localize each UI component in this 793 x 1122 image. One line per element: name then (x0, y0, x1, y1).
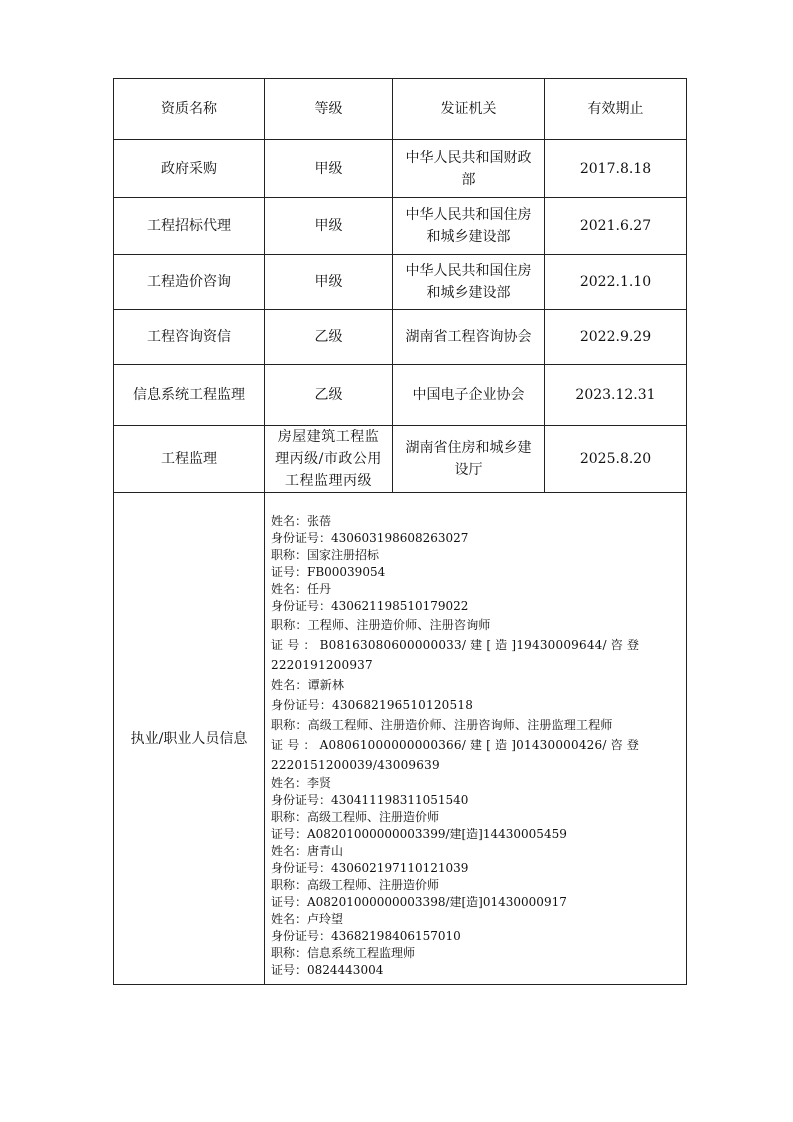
qualification-table (113, 78, 687, 985)
expiry-date: 2023.12.31 (545, 365, 687, 426)
table-row (114, 310, 687, 365)
table-row (114, 198, 687, 255)
staff-line: 职称：高级工程师、注册造价师、注册咨询师、注册监理工程师 (271, 718, 613, 732)
staff-line: 姓名：谭新林 (271, 678, 345, 692)
staff-label: 执业/职业人员信息 (114, 493, 265, 985)
table-header-row (114, 79, 687, 140)
issuing-authority: 中华人民共和国住房和城乡建设部 (393, 255, 545, 310)
qualification-name: 信息系统工程监理 (114, 365, 265, 426)
expiry-date: 2021.6.27 (545, 198, 687, 255)
staff-info (265, 493, 687, 985)
staff-line: 证号：FB00039054 (271, 565, 386, 579)
staff-line: 身份证号：430602197110121039 (271, 861, 469, 875)
staff-line: 职称：国家注册招标 (271, 548, 380, 562)
staff-line: 证号：A08201000000003398/建[造]01430000917 (271, 895, 567, 909)
table-row (114, 255, 687, 310)
staff-line: 姓名：卢玲望 (271, 912, 344, 926)
issuing-authority: 湖南省住房和城乡建设厅 (393, 426, 545, 493)
issuing-authority: 湖南省工程咨询协会 (393, 310, 545, 365)
header-cell: 有效期止 (545, 79, 687, 140)
staff-line: 2220151200039/43009639 (271, 758, 440, 772)
table-row (114, 140, 687, 198)
staff-line: 身份证号：43682198406157010 (271, 929, 461, 943)
qualification-level: 乙级 (265, 365, 393, 426)
qualification-level: 甲级 (265, 255, 393, 310)
staff-line: 证 号 ： A08061000000000366/ 建 [ 造 ]01430000426/ 咨 登 (271, 738, 640, 752)
staff-line: 身份证号：430621198510179022 (271, 599, 469, 613)
qualification-name: 工程监理 (114, 426, 265, 493)
table-row (114, 365, 687, 426)
staff-line: 身份证号：430411198311051540 (271, 793, 469, 807)
table-row (114, 426, 687, 493)
qualification-name: 政府采购 (114, 140, 265, 198)
qualification-name: 工程造价咨询 (114, 255, 265, 310)
staff-line: 2220191200937 (271, 658, 373, 672)
staff-line: 证 号 ： B08163080600000033/ 建 [ 造 ]19430009644/ 咨 登 (271, 638, 640, 652)
expiry-date: 2022.9.29 (545, 310, 687, 365)
qualification-level: 甲级 (265, 140, 393, 198)
issuing-authority: 中华人民共和国住房和城乡建设部 (393, 198, 545, 255)
staff-line: 证号：A08201000000003399/建[造]14430005459 (271, 827, 567, 841)
staff-line: 身份证号：430682196510120518 (271, 698, 474, 712)
staff-row (114, 493, 687, 985)
header-cell: 发证机关 (393, 79, 545, 140)
staff-line: 职称：工程师、注册造价师、注册咨询师 (271, 618, 491, 632)
staff-line: 姓名：唐青山 (271, 844, 344, 858)
staff-line: 职称：高级工程师、注册造价师 (271, 810, 440, 824)
header-cell: 等级 (265, 79, 393, 140)
qualification-level: 乙级 (265, 310, 393, 365)
staff-line: 姓名：李贤 (271, 776, 332, 790)
issuing-authority: 中华人民共和国财政部 (393, 140, 545, 198)
staff-line: 证号：0824443004 (271, 963, 384, 977)
staff-line: 职称：高级工程师、注册造价师 (271, 878, 440, 892)
staff-line: 身份证号：430603198608263027 (271, 531, 469, 545)
staff-line: 姓名：任丹 (271, 582, 332, 596)
issuing-authority: 中国电子企业协会 (393, 365, 545, 426)
header-cell: 资质名称 (114, 79, 265, 140)
qualification-level: 甲级 (265, 198, 393, 255)
expiry-date: 2017.8.18 (545, 140, 687, 198)
staff-line: 职称：信息系统工程监理师 (271, 946, 416, 960)
qualification-name: 工程招标代理 (114, 198, 265, 255)
staff-line: 姓名：张蓓 (271, 514, 332, 528)
qualification-level: 房屋建筑工程监理丙级/市政公用工程监理丙级 (265, 426, 393, 493)
qualification-name: 工程咨询资信 (114, 310, 265, 365)
expiry-date: 2025.8.20 (545, 426, 687, 493)
expiry-date: 2022.1.10 (545, 255, 687, 310)
